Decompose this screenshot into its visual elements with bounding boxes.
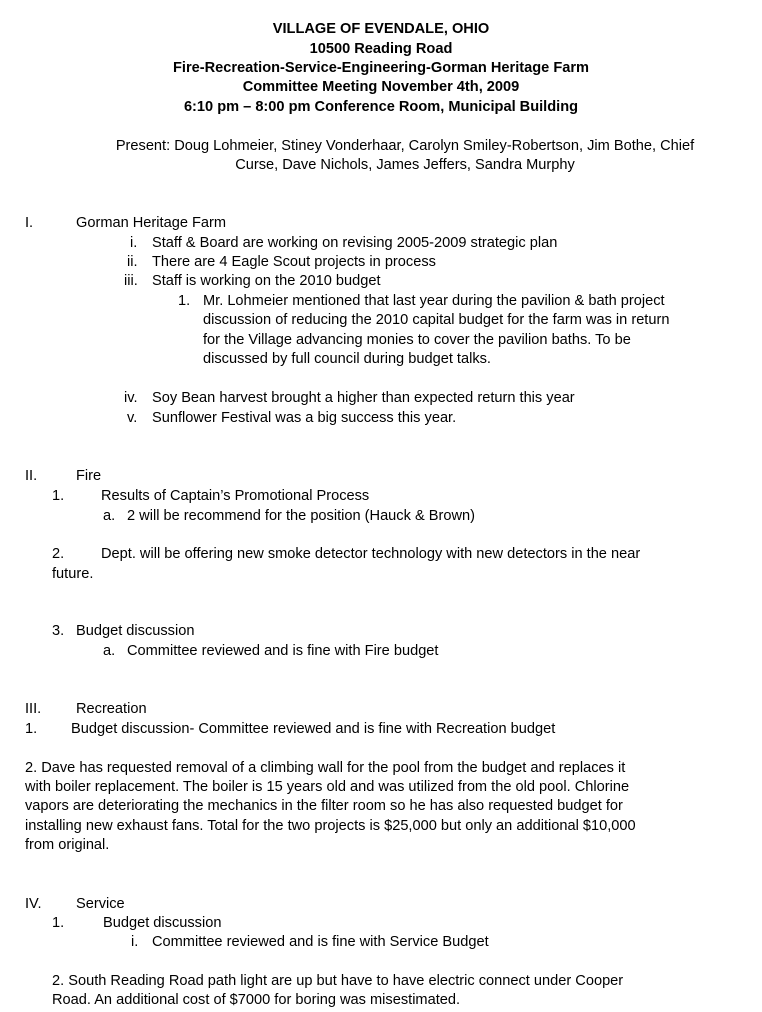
committee-names: Fire-Recreation-Service-Engineering-Gorman Heritage Farm (172, 60, 590, 76)
list-item: Dept. will be offering new smoke detector technology with new detectors in the near (101, 546, 641, 562)
list-marker: ii. (127, 254, 138, 270)
address-line: 10500 Reading Road (309, 41, 453, 57)
list-item: Committee reviewed and is fine with Service Budget (152, 934, 489, 950)
section-title: Service (76, 896, 125, 912)
section-title: Gorman Heritage Farm (76, 215, 227, 231)
section-number: IV. (25, 896, 42, 912)
paragraph-line: Road. An additional cost of $7000 for boring was misestimated. (52, 992, 461, 1008)
list-item: Staff is working on the 2010 budget (152, 273, 381, 289)
list-item-continuation: future. (52, 566, 94, 582)
list-item: 2 will be recommend for the position (Hauck & Brown) (127, 508, 475, 524)
list-item: Results of Captain’s Promotional Process (101, 488, 370, 504)
list-marker: v. (127, 410, 138, 426)
attendees-line-2: Curse, Dave Nichols, James Jeffers, Sandra Murphy (235, 157, 575, 173)
list-marker: a. (103, 643, 116, 659)
section-title: Recreation (76, 701, 147, 717)
meeting-date: Committee Meeting November 4th, 2009 (242, 79, 520, 95)
list-marker: i. (131, 934, 139, 950)
paragraph-line: 2. Dave has requested removal of a climbing wall for the pool from the budget and replaces it (25, 760, 626, 776)
list-marker: 1. (52, 488, 65, 504)
paragraph-line: from original. (25, 837, 110, 853)
list-marker: 2. (52, 546, 65, 562)
list-marker: a. (103, 508, 116, 524)
section-title: Fire (76, 468, 102, 484)
sub-item-line: discussed by full council during budget talks. (203, 351, 491, 367)
sub-item-line: for the Village advancing monies to cover the pavilion baths. To be (203, 332, 631, 348)
list-marker: 1. (178, 293, 191, 309)
paragraph-line: 2. South Reading Road path light are up but have to have electric connect under Cooper (52, 973, 624, 989)
section-number: I. (25, 215, 34, 231)
list-marker: 3. (52, 623, 65, 639)
list-item: Soy Bean harvest brought a higher than expected return this year (152, 390, 575, 406)
meeting-time-location: 6:10 pm – 8:00 pm Conference Room, Municipal Building (183, 99, 579, 115)
list-item: Staff & Board are working on revising 2005-2009 strategic plan (152, 235, 558, 251)
list-item: Budget discussion- Committee reviewed and is fine with Recreation budget (71, 721, 556, 737)
list-item: There are 4 Eagle Scout projects in process (152, 254, 436, 270)
list-item: Sunflower Festival was a big success this year. (152, 410, 457, 426)
list-marker: 1. (52, 915, 65, 931)
paragraph-line: vapors are deteriorating the mechanics in the filter room so he has also requested budget for (25, 798, 623, 814)
sub-item-line: discussion of reducing the 2010 capital budget for the farm was in return (203, 312, 670, 328)
paragraph-line: installing new exhaust fans. Total for the two projects is $25,000 but only an additional $10,000 (25, 818, 636, 834)
list-marker: i. (130, 235, 138, 251)
list-marker: 1. (25, 721, 38, 737)
document-title: VILLAGE OF EVENDALE, OHIO (272, 21, 490, 37)
section-number: III. (25, 701, 42, 717)
list-marker: iii. (124, 273, 138, 289)
sub-item-line: Mr. Lohmeier mentioned that last year during the pavilion & bath project (203, 293, 665, 309)
list-item: Committee reviewed and is fine with Fire budget (127, 643, 439, 659)
list-item: Budget discussion (76, 623, 195, 639)
list-marker: iv. (124, 390, 138, 406)
paragraph-line: with boiler replacement. The boiler is 15 years old and was utilized from the old pool. Chlorine (25, 779, 630, 795)
attendees-line-1: Present: Doug Lohmeier, Stiney Vonderhaar, Carolyn Smiley-Robertson, Jim Bothe, Chief (115, 138, 695, 154)
section-number: II. (25, 468, 38, 484)
list-item: Budget discussion (103, 915, 222, 931)
